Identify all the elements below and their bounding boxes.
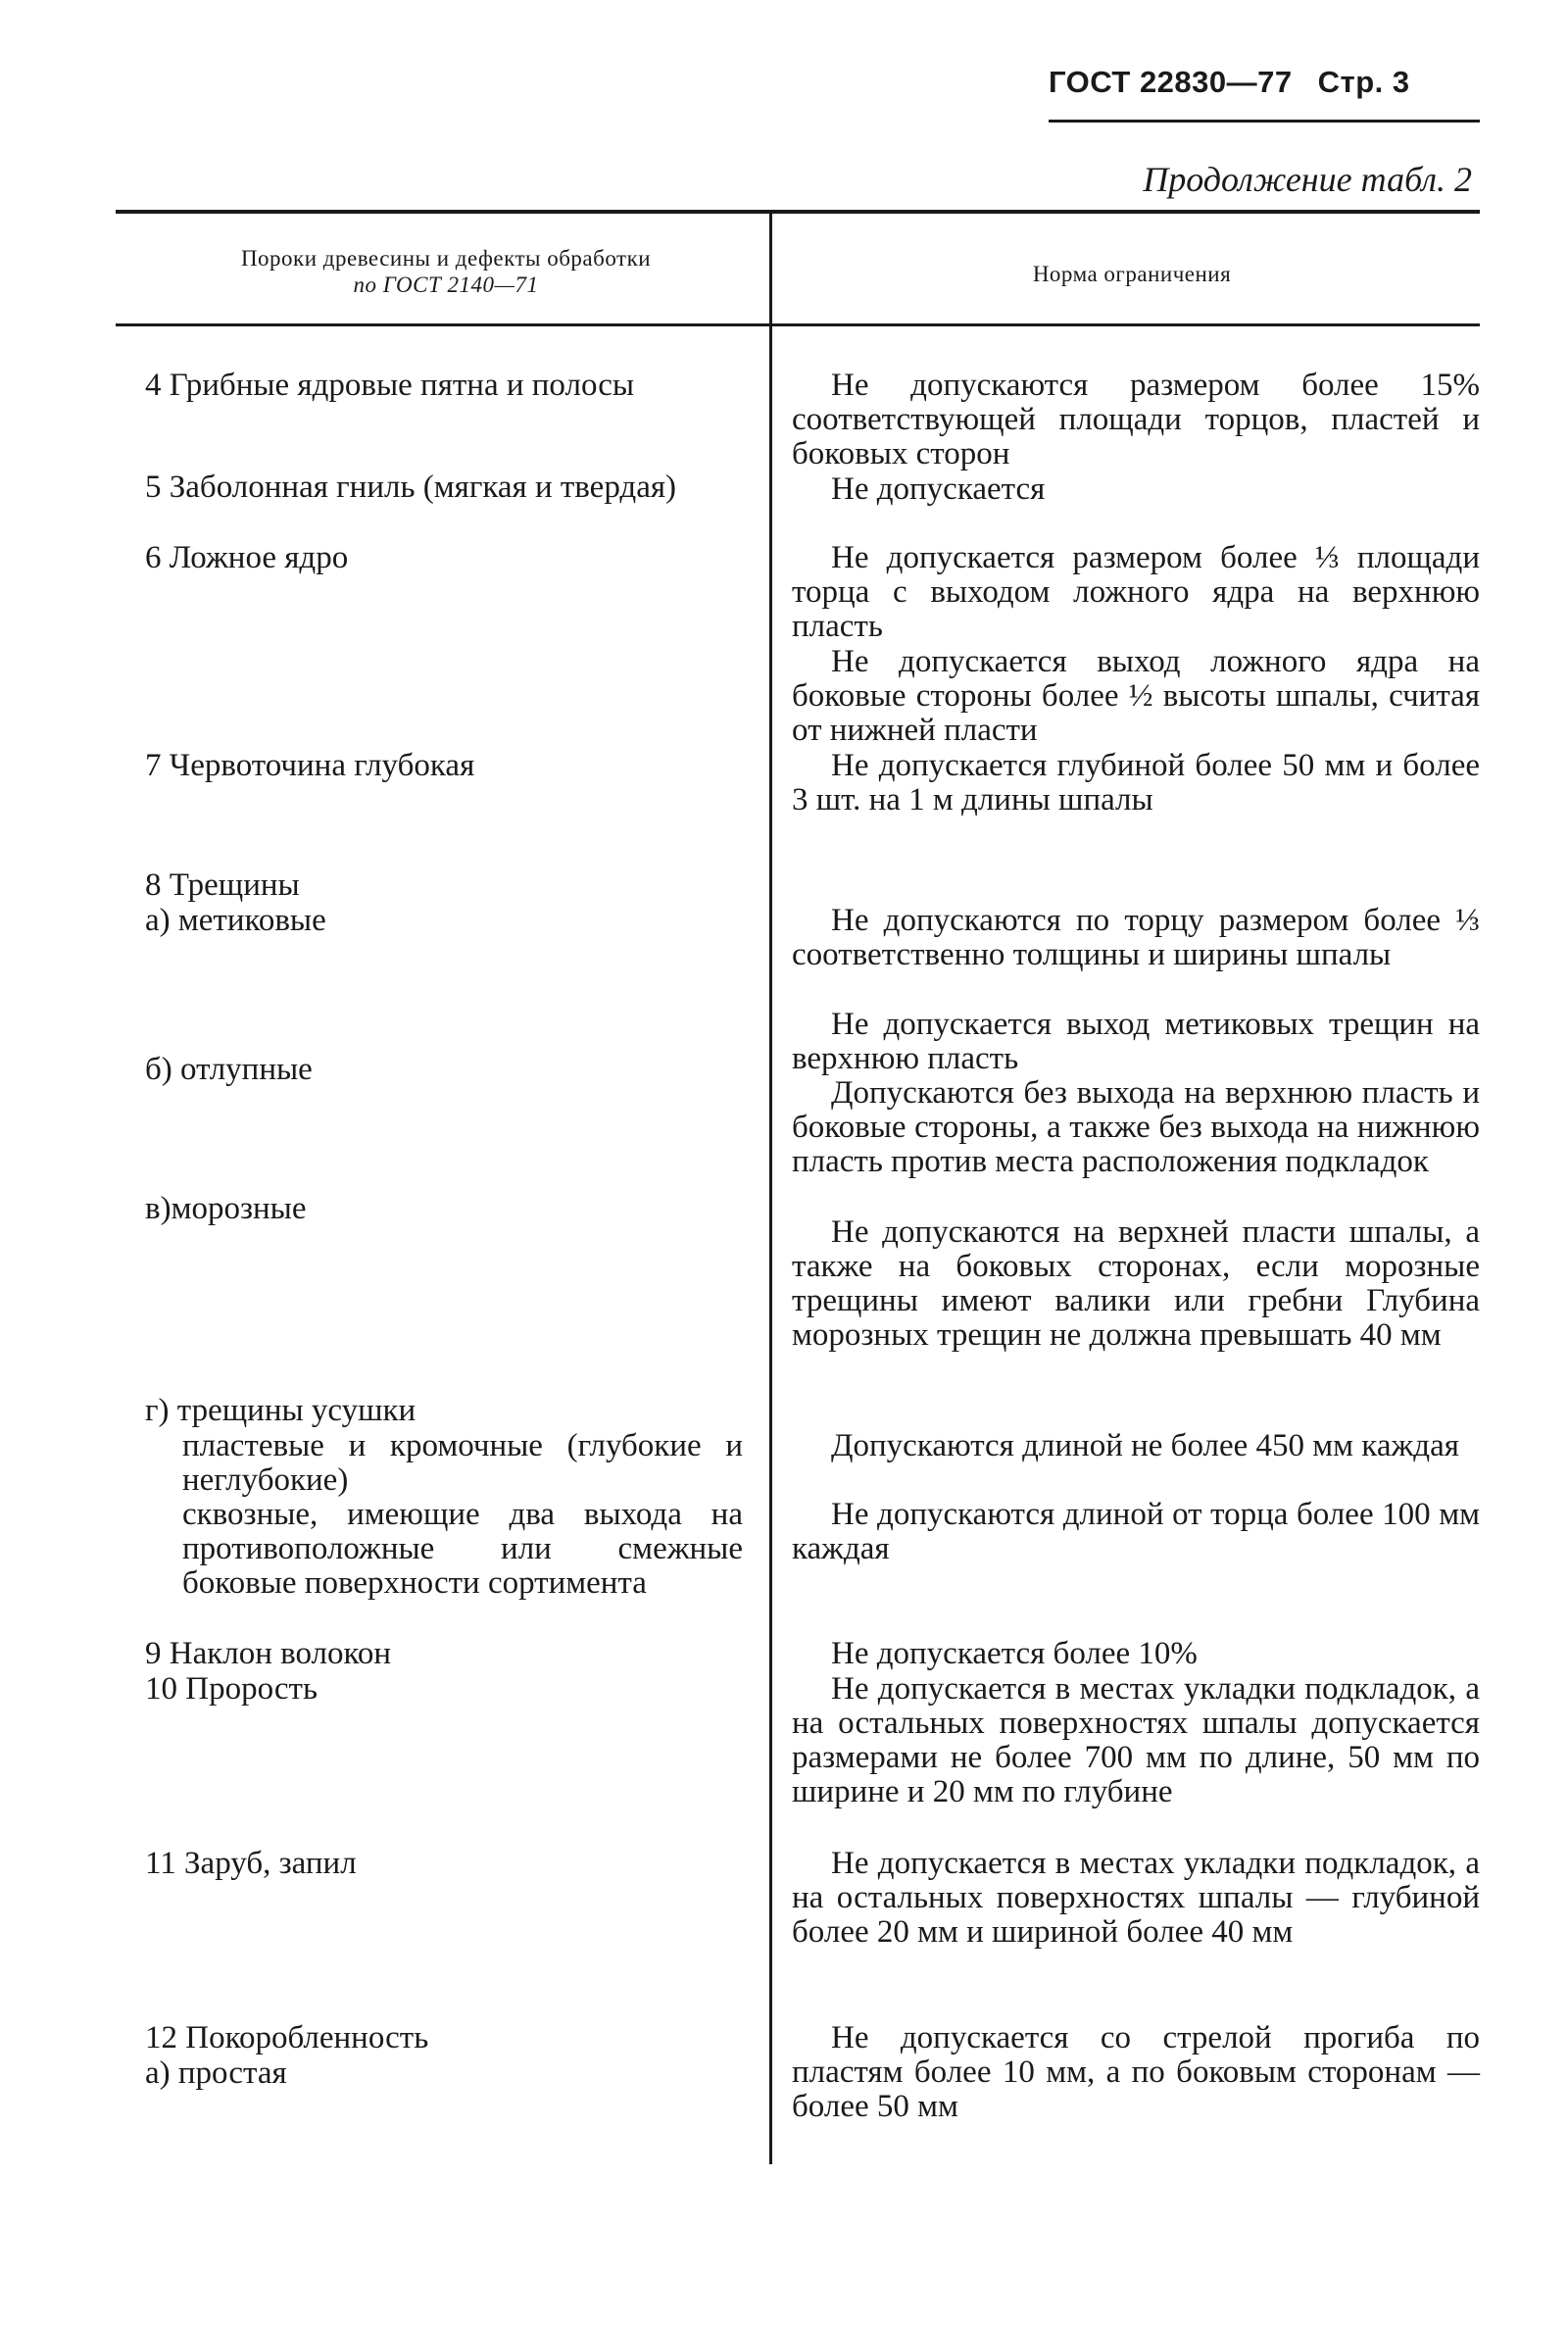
standard-number: ГОСТ 22830—77 <box>1049 65 1293 99</box>
norm-item-8b: Допускаются без выхода на верхнюю пласть и боковые стороны, а также без выхода на нижнюю пласть против места расположения подкладок <box>792 1075 1480 1179</box>
norm-item-9: Не допускается более 10% <box>831 1636 1198 1671</box>
norm-item-5: Не допускается <box>831 471 1046 507</box>
defect-item-8v: в)морозные <box>145 1191 307 1226</box>
norm-item-8v: Не допускаются на верхней пласти шпалы, а также на боковых сторонах, если морозные трещины имеют валики или гребни Глубина морозных трещин не должна превышать 40 мм <box>792 1214 1480 1353</box>
norm-item-11: Не допускается в местах укладки подкладок, а на остальных поверхностях шпалы — глубиной более 20 мм и шириной более 40 мм <box>792 1846 1480 1950</box>
defect-item-6: 6 Ложное ядро <box>145 540 349 575</box>
defect-item-10: 10 Прорость <box>145 1671 318 1707</box>
norm-item-8g-skvoznye: Не допускаются длиной от торца более 100 мм каждая <box>792 1497 1480 1566</box>
defect-item-4: 4 Грибные ядровые пятна и полосы <box>145 368 635 403</box>
defect-item-8b: б) отлупные <box>145 1052 313 1087</box>
defect-item-8g-plastevye: пластевые и кромочные (глубокие и неглубокие) <box>182 1428 743 1498</box>
defect-item-8: 8 Трещины <box>145 867 300 903</box>
norm-item-6b: Не допускается выход ложного ядра на боковые стороны более ½ высоты шпалы, считая от нижней пласти <box>792 644 1480 748</box>
defect-item-5: 5 Заболонная гниль (мягкая и твердая) <box>145 470 677 505</box>
column-header-norm: Норма ограничения <box>1032 262 1232 286</box>
column-header-defects-line1: Пороки древесины и дефекты обработки <box>240 246 652 271</box>
page-number: Стр. 3 <box>1317 65 1410 99</box>
norm-item-10: Не допускается в местах укладки подкладок, а на остальных поверхностях шпалы допускается размерами не более 700 мм по длине, 50 мм по ширине и 20 мм по глубине <box>792 1671 1480 1809</box>
column-header-defects <box>137 245 755 298</box>
defect-item-9: 9 Наклон волокон <box>145 1636 392 1671</box>
defect-item-8g: г) трещины усушки <box>145 1393 416 1428</box>
table-continuation-label: Продолжение табл. 2 <box>1143 160 1472 199</box>
page-header <box>1049 65 1480 120</box>
defect-item-8a: а) метиковые <box>145 903 326 938</box>
norm-item-12a: Не допускается со стрелой прогиба по пластям более 10 мм, а по боковым сторонам — более 50 мм <box>792 2020 1480 2124</box>
table-column-divider <box>769 214 772 2164</box>
norm-item-7: Не допускается глубиной более 50 мм и более 3 шт. на 1 м длины шпалы <box>792 748 1480 817</box>
defect-item-12: 12 Покоробленность <box>145 2020 429 2055</box>
table-header-rule <box>116 323 1480 326</box>
norm-item-8a-1: Не допускаются по торцу размером более ⅓ соответственно толщины и ширины шпалы <box>792 903 1480 972</box>
norm-item-8g-plastevye: Допускаются длиной не более 450 мм каждая <box>831 1428 1459 1463</box>
header-underline <box>1049 120 1480 123</box>
column-header-defects-line2: по ГОСТ 2140—71 <box>353 272 539 297</box>
defect-item-12a: а) простая <box>145 2055 287 2091</box>
table-top-rule <box>116 210 1480 214</box>
norm-item-4: Не допускаются размером более 15% соответствующей площади торцов, пластей и боковых сторон <box>792 368 1480 471</box>
defect-item-7: 7 Червоточина глубокая <box>145 748 475 783</box>
norm-item-8a-2: Не допускается выход метиковых трещин на верхнюю пласть <box>792 1007 1480 1076</box>
defect-item-8g-skvoznye: сквозные, имеющие два выхода на противоположные или смежные боковые поверхности сортимента <box>182 1497 743 1601</box>
norm-item-6a: Не допускается размером более ⅓ площади торца с выходом ложного ядра на верхнюю пласть <box>792 540 1480 644</box>
defect-item-11: 11 Заруб, запил <box>145 1846 357 1881</box>
